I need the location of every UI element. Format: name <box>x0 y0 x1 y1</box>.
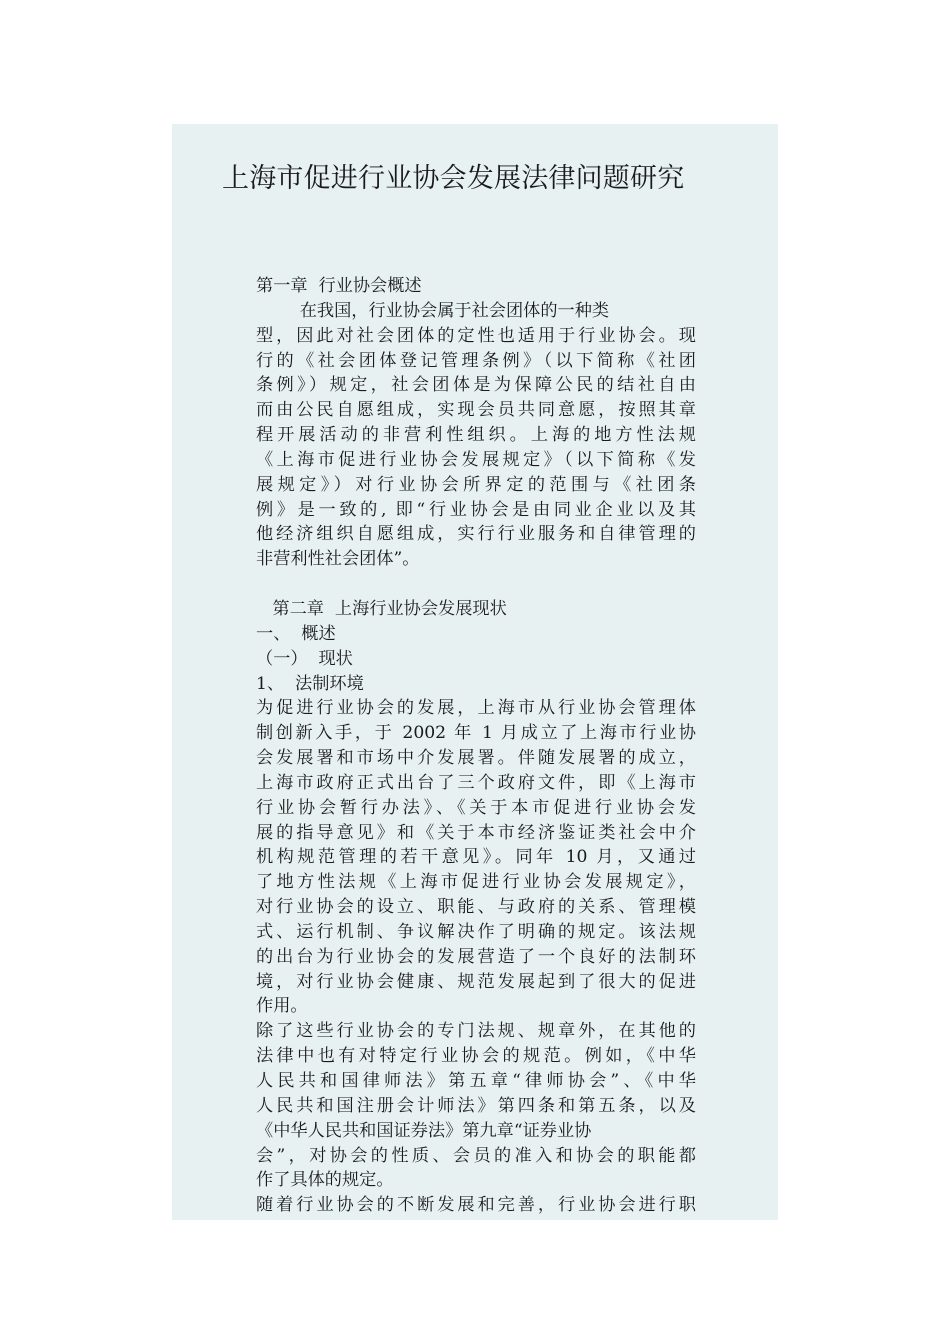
section-heading: 一、 概述 <box>256 623 336 644</box>
paragraph-line: 在我国，行业协会属于社会团体的一种类 <box>256 300 610 321</box>
chapter2-heading: 第二章 上海行业协会发展现状 <box>256 598 507 619</box>
development-paragraph <box>256 1193 696 1218</box>
paragraph-line: 作用。 <box>256 996 308 1017</box>
paragraph-line: 他经济组织自愿组成，实行行业服务和自律管理的 <box>256 524 696 545</box>
legal-environment-paragraph <box>256 696 696 1019</box>
paragraph-line: 而由公民自愿组成，实现会员共同意愿，按照其章 <box>256 400 696 421</box>
paragraph-line: 为促进行业协会的发展，上海市从行业协会管理体 <box>256 698 696 719</box>
paragraph-line: 展的指导意见》和《关于本市经济鉴证类社会中介 <box>256 822 696 843</box>
paragraph-line: 展规定》）对行业协会所界定的范围与《社团条 <box>256 474 696 495</box>
paragraph-line: 会”，对协会的性质、会员的准入和协会的职能都 <box>256 1145 696 1166</box>
paragraph-line: 型，因此对社会团体的定性也适用于行业协会。现 <box>256 325 696 346</box>
paragraph-line: 程开展活动的非营利性组织。上海的地方性法规 <box>256 425 696 446</box>
paragraph-line: 《中华人民共和国证券法》第九章“证券业协 <box>256 1120 592 1141</box>
paragraph-line: 除了这些行业协会的专门法规、规章外，在其他的 <box>256 1021 696 1042</box>
paragraph-line: 了地方性法规《上海市促进行业协会发展规定》， <box>256 872 696 893</box>
document-page <box>172 124 778 1220</box>
paragraph-line: 境，对行业协会健康、规范发展起到了很大的促进 <box>256 971 696 992</box>
paragraph-gap <box>256 572 696 597</box>
chapter1-heading: 第一章 行业协会概述 <box>256 276 422 296</box>
paragraph-line: 条例》）规定，社会团体是为保障公民的结社自由 <box>256 375 696 396</box>
paragraph-line: 制创新入手，于 2002 年 1 月成立了上海市行业协 <box>256 723 696 744</box>
document-body <box>256 274 696 1218</box>
chapter1-paragraph <box>256 299 696 572</box>
paragraph-line: 上海市政府正式出台了三个政府文件，即《上海市 <box>256 772 696 793</box>
paragraph-line: 例》是一致的, 即“行业协会是由同业企业以及其 <box>256 499 696 520</box>
other-laws-paragraph <box>256 1019 696 1193</box>
document-title: 上海市促进行业协会发展法律问题研究 <box>222 163 685 194</box>
paragraph-line: 会发展署和市场中介发展署。伴随发展署的成立， <box>256 748 696 769</box>
subsection-heading: （一） 现状 <box>256 648 353 669</box>
paragraph-line: 随着行业协会的不断发展和完善，行业协会进行职 <box>256 1195 696 1216</box>
paragraph-line: 作了具体的规定。 <box>256 1170 394 1191</box>
paragraph-line: 《上海市促进行业协会发展规定》（以下简称《发 <box>256 449 696 470</box>
paragraph-line: 行业协会暂行办法》、《关于本市促进行业协会发 <box>256 797 696 818</box>
paragraph-line: 人民共和国注册会计师法》第四条和第五条，以及 <box>256 1095 696 1116</box>
paragraph-line: 非营利性社会团体”。 <box>256 549 420 570</box>
paragraph-line: 法律中也有对特定行业协会的规范。例如，《中华 <box>256 1046 696 1067</box>
paragraph-line: 行的《社会团体登记管理条例》（以下简称《社团 <box>256 350 696 371</box>
paragraph-line: 机构规范管理的若干意见》。同年 10 月，又通过 <box>256 847 696 868</box>
paragraph-line: 对行业协会的设立、职能、与政府的关系、管理模 <box>256 897 696 918</box>
paragraph-line: 人民共和国律师法》第五章“律师协会”、《中华 <box>256 1071 696 1091</box>
paragraph-line: 式、运行机制、争议解决作了明确的规定。该法规 <box>256 921 696 942</box>
item-heading: 1、 法制环境 <box>256 673 364 694</box>
paragraph-line: 的出台为行业协会的发展营造了一个良好的法制环 <box>256 946 696 967</box>
